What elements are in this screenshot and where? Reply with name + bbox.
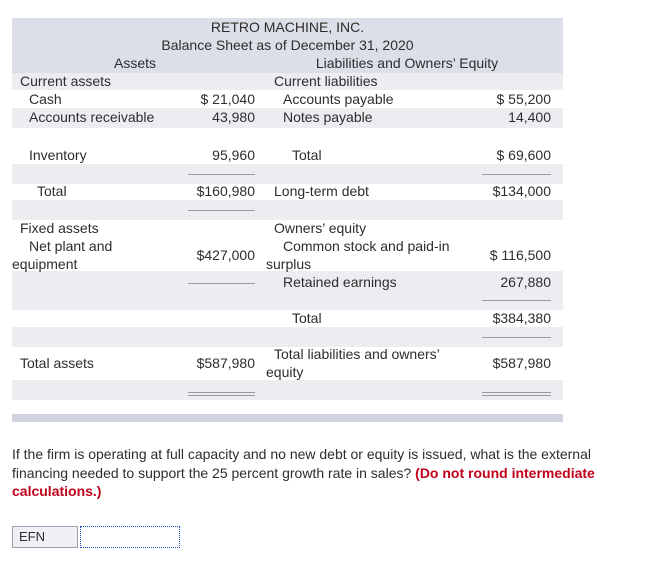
retained-earnings-value: 267,880	[500, 274, 551, 290]
question-instruction: (Do not round intermediate calculations.)	[12, 464, 595, 499]
statement-title: Balance Sheet as of December 31, 2020	[161, 37, 414, 53]
cash-label: Cash	[29, 91, 62, 107]
underline	[482, 174, 551, 175]
net-plant-label: Net plant and	[29, 238, 113, 254]
retained-earnings-label: Retained earnings	[283, 274, 397, 290]
row-band	[12, 164, 563, 184]
current-liabilities-total-value: $ 69,600	[496, 147, 551, 163]
double-underline	[482, 392, 551, 393]
receivable-label: Accounts receivable	[29, 109, 155, 125]
long-term-debt-value: $134,000	[492, 183, 551, 199]
efn-label: EFN	[12, 526, 78, 548]
common-stock-value: $ 116,500	[489, 247, 551, 263]
fixed-assets-label: Fixed assets	[20, 220, 99, 236]
long-term-debt-label: Long-term debt	[274, 183, 369, 199]
equity-total-value: $384,380	[492, 310, 551, 326]
row-band	[12, 327, 563, 347]
underline	[188, 174, 255, 175]
net-plant-label-cont: equipment	[12, 256, 78, 272]
company-name: RETRO MACHINE, INC.	[210, 19, 365, 35]
total-assets-value: $587,980	[196, 355, 255, 371]
double-underline	[482, 395, 551, 396]
liabilities-heading: Liabilities and Owners’ Equity	[315, 55, 499, 71]
current-liabilities-total-label: Total	[292, 147, 322, 163]
current-liabilities-label: Current liabilities	[274, 73, 378, 89]
common-stock-label: Common stock and paid-in	[283, 238, 450, 254]
cash-value: $ 21,040	[200, 91, 255, 107]
underline	[482, 337, 551, 338]
current-assets-total-label: Total	[37, 183, 67, 199]
net-plant-value: $427,000	[196, 247, 255, 263]
question-body: If the firm is operating at full capacity and no new debt or equity is issued, what is the external financing needed to support the 25 percent growth rate in sales?	[12, 446, 591, 481]
current-assets-total-value: $160,980	[196, 183, 255, 199]
total-assets-label: Total assets	[20, 355, 94, 371]
underline	[188, 210, 255, 211]
inventory-value: 95,960	[212, 147, 255, 163]
assets-heading: Assets	[113, 55, 156, 71]
payable-value: $ 55,200	[496, 91, 551, 107]
double-underline	[188, 392, 255, 393]
equity-total-label: Total	[292, 310, 322, 326]
row-band	[12, 200, 563, 220]
underline	[188, 283, 255, 284]
row-band	[12, 380, 563, 400]
inventory-label: Inventory	[29, 147, 87, 163]
current-assets-label: Current assets	[20, 73, 112, 89]
total-liabilities-label-cont: equity	[266, 364, 304, 380]
table-bottom-border	[12, 414, 563, 422]
total-liabilities-label: Total liabilities and owners’	[274, 346, 440, 362]
notes-label: Notes payable	[283, 109, 373, 125]
double-underline	[188, 395, 255, 396]
owners-equity-label: Owners’ equity	[274, 220, 367, 236]
efn-input[interactable]	[80, 526, 180, 548]
payable-label: Accounts payable	[283, 91, 394, 107]
total-liabilities-value: $587,980	[492, 355, 551, 371]
question-text	[12, 445, 642, 501]
receivable-value: 43,980	[212, 109, 255, 125]
notes-value: 14,400	[508, 109, 551, 125]
common-stock-label-cont: surplus	[266, 256, 312, 272]
underline	[482, 300, 551, 301]
row-band	[12, 290, 563, 310]
